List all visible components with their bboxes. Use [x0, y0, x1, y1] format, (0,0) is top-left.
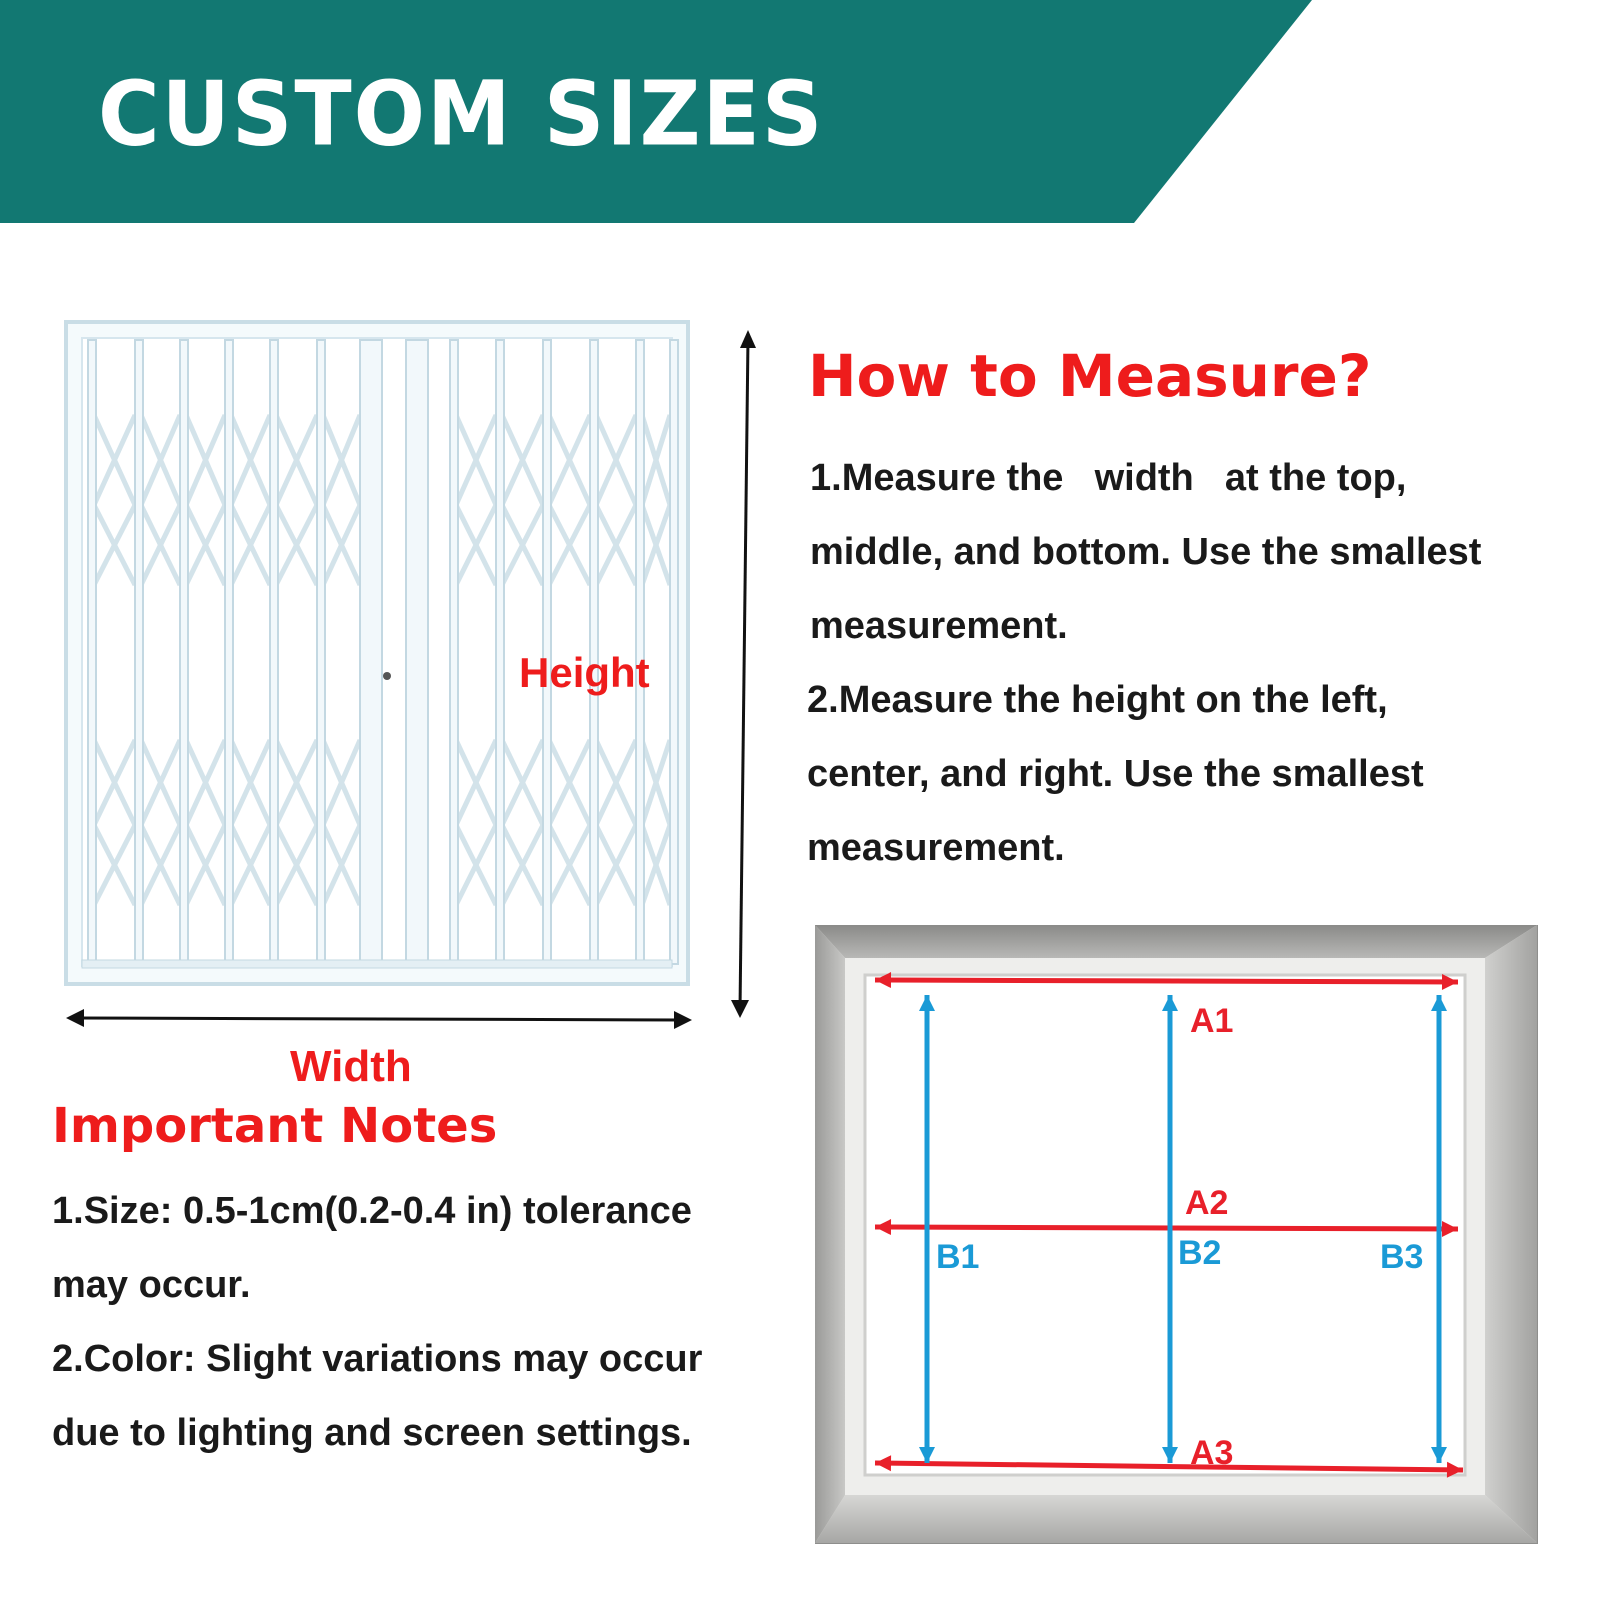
note2-line1: 2.Color: Slight variations may occur: [52, 1338, 703, 1380]
gate-bar: [406, 340, 428, 964]
gate-bar: [670, 340, 678, 964]
measure-step2-line2: center, and right. Use the smallest: [807, 753, 1424, 795]
gate-bar: [270, 340, 278, 964]
measure-step2-line1: 2.Measure the height on the left,: [807, 679, 1388, 721]
page-title: CUSTOM SIZES: [98, 62, 825, 166]
gate-bar: [317, 340, 325, 964]
gate-bar: [88, 340, 96, 964]
measure-step2-line3: measurement.: [807, 827, 1065, 869]
measure-instructions: [807, 441, 1482, 885]
gate-bottom-rail: [82, 960, 672, 968]
measure-step1-line3: measurement.: [810, 605, 1068, 647]
label-b1: B1: [936, 1238, 980, 1276]
measure-step1-line1: [810, 441, 1481, 515]
gate-bar: [225, 340, 233, 964]
note1-line2: may occur.: [52, 1264, 251, 1306]
label-a1: A1: [1190, 1002, 1234, 1040]
label-b2: B2: [1178, 1234, 1222, 1272]
gate-lock-icon: [383, 672, 391, 680]
label-a2: A2: [1185, 1184, 1229, 1222]
label-a3: A3: [1190, 1434, 1234, 1472]
note1-line1: 1.Size: 0.5-1cm(0.2-0.4 in) tolerance: [52, 1190, 692, 1232]
measure-step1-line2: middle, and bottom. Use the smallest: [810, 531, 1482, 573]
gate-bar: [135, 340, 143, 964]
step1-text-c: at the top,: [1224, 457, 1407, 499]
label-b3: B3: [1380, 1238, 1424, 1276]
gate-illustration: [60, 320, 760, 1040]
width-label: Width: [290, 1042, 412, 1091]
step1-text-a: 1.Measure the: [810, 457, 1064, 499]
height-label: Height: [519, 649, 650, 696]
header-banner: [0, 0, 1600, 225]
important-notes-heading: Important Notes: [52, 1098, 498, 1154]
gate-bar: [450, 340, 458, 964]
gate-bar: [180, 340, 188, 964]
note2-line2: due to lighting and screen settings.: [52, 1412, 692, 1454]
step1-text-width: width: [1094, 457, 1194, 499]
important-notes-list: [52, 1174, 702, 1470]
how-to-measure-heading: How to Measure?: [808, 342, 1372, 410]
gate-bar: [496, 340, 504, 964]
gate-bar: [360, 340, 382, 964]
